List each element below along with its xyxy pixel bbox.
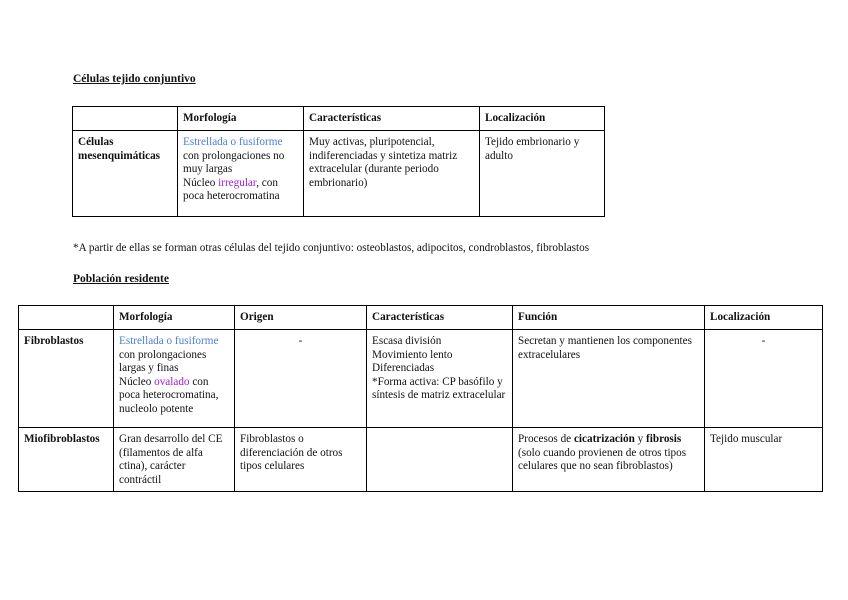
row-label-fibroblastos: Fibroblastos (19, 330, 114, 428)
header-localizacion: Localización (480, 107, 605, 131)
table-header-row (19, 306, 823, 330)
cell-origen-miofibroblastos: Fibroblastos o diferenciación de otros tipos celulares (235, 428, 367, 492)
cell-localizacion-miofibroblastos: Tejido muscular (705, 428, 823, 492)
car-line-4: *Forma activa: CP basófilo y síntesis de matriz extracelular (372, 375, 506, 402)
cell-funcion-miofibroblastos (513, 428, 705, 492)
nucleo-colored: ovalado (154, 375, 190, 388)
table-row-mesenquimaticas (73, 131, 605, 217)
cell-caracteristicas-mesenquimaticas: Muy activas, pluripotencial, indiferenciadas y sintetiza matriz extracelular (durante periodo embrionario) (304, 131, 480, 217)
note-text: *A partir de ellas se forman otras células del tejido conjuntivo: osteoblastos, adipocitos, condroblastos, fibroblastos (73, 242, 590, 254)
cell-morfologia-mesenquimaticas (178, 131, 304, 217)
morph-text: con prolongaciones no muy largas (183, 149, 285, 176)
header-caracteristicas: Características (367, 306, 513, 330)
section-title-poblacion: Población residente (73, 273, 169, 285)
table-poblacion-residente (18, 305, 823, 492)
cell-origen-fibroblastos: - (235, 330, 367, 428)
nucleo-prefix: Núcleo (183, 176, 219, 189)
funcion-mid: y (634, 433, 647, 445)
cell-funcion-fibroblastos: Secretan y mantienen los componentes extracelulares (513, 330, 705, 428)
table-header-row (73, 107, 605, 131)
header-cell-empty (73, 107, 178, 131)
cell-morfologia-miofibroblastos: Gran desarrollo del CE (filamentos de alfa ctina), carácter contráctil (114, 428, 235, 492)
header-cell-empty (19, 306, 114, 330)
funcion-suffix: (solo cuando provienen de otros tipos celulares que no sean fibroblastos) (518, 446, 687, 473)
header-caracteristicas: Características (304, 107, 480, 131)
morph-text: con prolongaciones largas y finas (119, 348, 207, 375)
nucleo-suffix: , con poca heterocromatina (183, 176, 280, 203)
funcion-bold-2: fibrosis (646, 433, 682, 445)
cell-localizacion-fibroblastos: - (705, 330, 823, 428)
header-funcion: Función (513, 306, 705, 330)
section-title-celulas: Células tejido conjuntivo (73, 73, 196, 85)
cell-morfologia-fibroblastos (114, 330, 235, 428)
table-celulas-tejido-conjuntivo (72, 106, 605, 217)
cell-localizacion-mesenquimaticas: Tejido embrionario y adulto (480, 131, 605, 217)
car-line-3: Diferenciadas (372, 362, 435, 375)
funcion-bold-1: cicatrización (573, 433, 635, 445)
morph-blue-text: Estrellada o fusiforme (183, 136, 283, 148)
funcion-prefix: Procesos de (518, 433, 574, 445)
cell-caracteristicas-fibroblastos (367, 330, 513, 428)
nucleo-prefix: Núcleo (119, 375, 155, 388)
nucleo-suffix: con poca heterocromatina, nucleolo potente (119, 375, 219, 415)
nucleo-colored: irregular (218, 176, 257, 189)
car-line-1: Escasa división (372, 335, 442, 347)
header-localizacion: Localización (705, 306, 823, 330)
cell-caracteristicas-miofibroblastos (367, 428, 513, 492)
morph-blue-text: Estrellada o fusiforme (119, 335, 219, 347)
header-morfologia: Morfología (114, 306, 235, 330)
table-row-fibroblastos (19, 330, 823, 428)
table-row-miofibroblastos (19, 428, 823, 492)
row-label-miofibroblastos: Miofibroblastos (19, 428, 114, 492)
car-line-2: Movimiento lento (372, 348, 453, 361)
header-origen: Origen (235, 306, 367, 330)
row-label-mesenquimaticas: Células mesenquimáticas (73, 131, 178, 217)
header-morfologia: Morfología (178, 107, 304, 131)
